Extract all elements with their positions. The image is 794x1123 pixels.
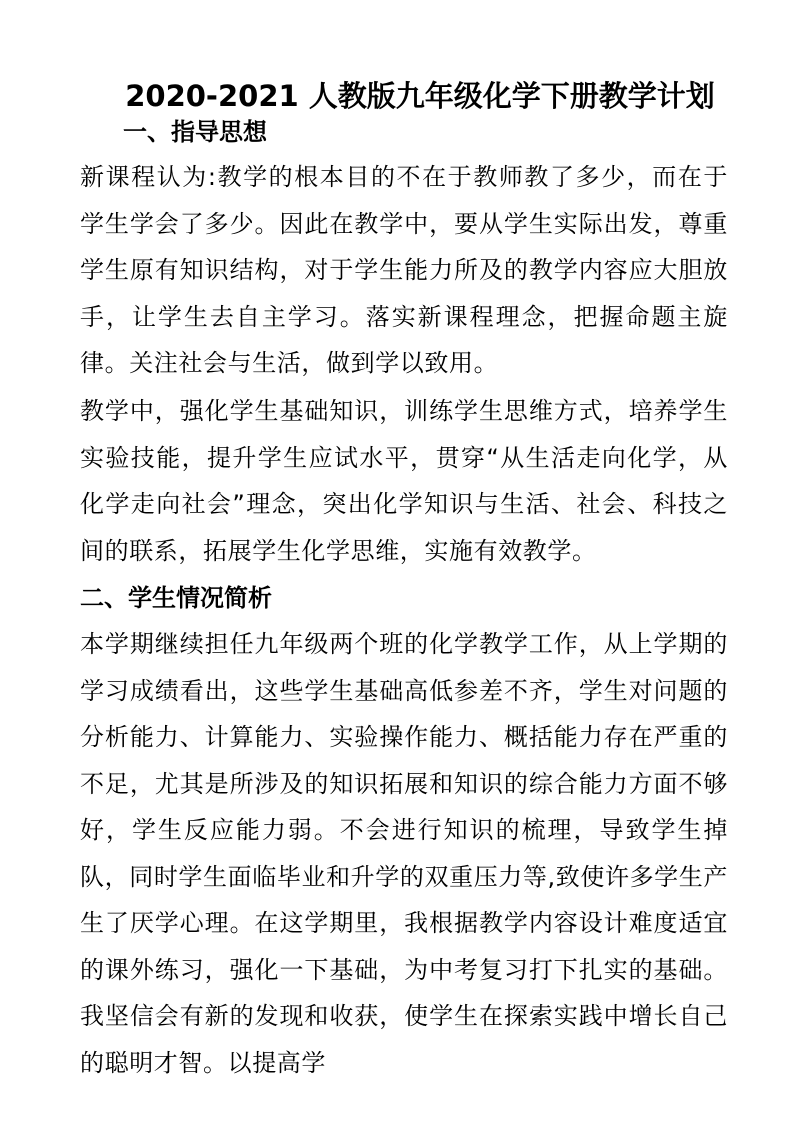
paragraph-guiding-ideology-2: 教学中，强化学生基础知识，训练学生思维方式，培养学生实验技能，提升学生应试水平，贯穿“从生活走向化学，从化学走向社会”理念，突出化学知识与生活、社会、科技之间的联系，拓展学生化学思维，实施有效教学。 (80, 397, 728, 565)
paragraph-guiding-ideology-1: 新课程认为:教学的根本目的不在于教师教了多少，而在于学生学会了多少。因此在教学中，要从学生实际出发，尊重学生原有知识结构，对于学生能力所及的教学内容应大胆放手，让学生去自主学习。落实新课程理念，把握命题主旋律。关注社会与生活，做到学以致用。 (80, 163, 728, 377)
document-title: 2020-2021 人教版九年级化学下册教学计划 (125, 79, 715, 113)
section-heading-student-analysis: 二、学生情况简析 (80, 584, 272, 612)
paragraph-student-analysis: 本学期继续担任九年级两个班的化学教学工作，从上学期的学习成绩看出，这些学生基础高低参差不齐，学生对问题的分析能力、计算能力、实验操作能力、概括能力存在严重的不足，尤其是所涉及的知识拓展和知识的综合能力方面不够好，学生反应能力弱。不会进行知识的梳理，导致学生掉队，同时学生面临毕业和升学的双重压力等,致使许多学生产生了厌学心理。在这学期里，我根据教学内容设计难度适宜的课外练习，强化一下基础，为中考复习打下扎实的基础。我坚信会有新的发现和收获，使学生在探索实践中增长自己的聪明才智。以提高学 (80, 630, 728, 1077)
section-heading-guiding-ideology: 一、指导思想 (123, 118, 267, 146)
